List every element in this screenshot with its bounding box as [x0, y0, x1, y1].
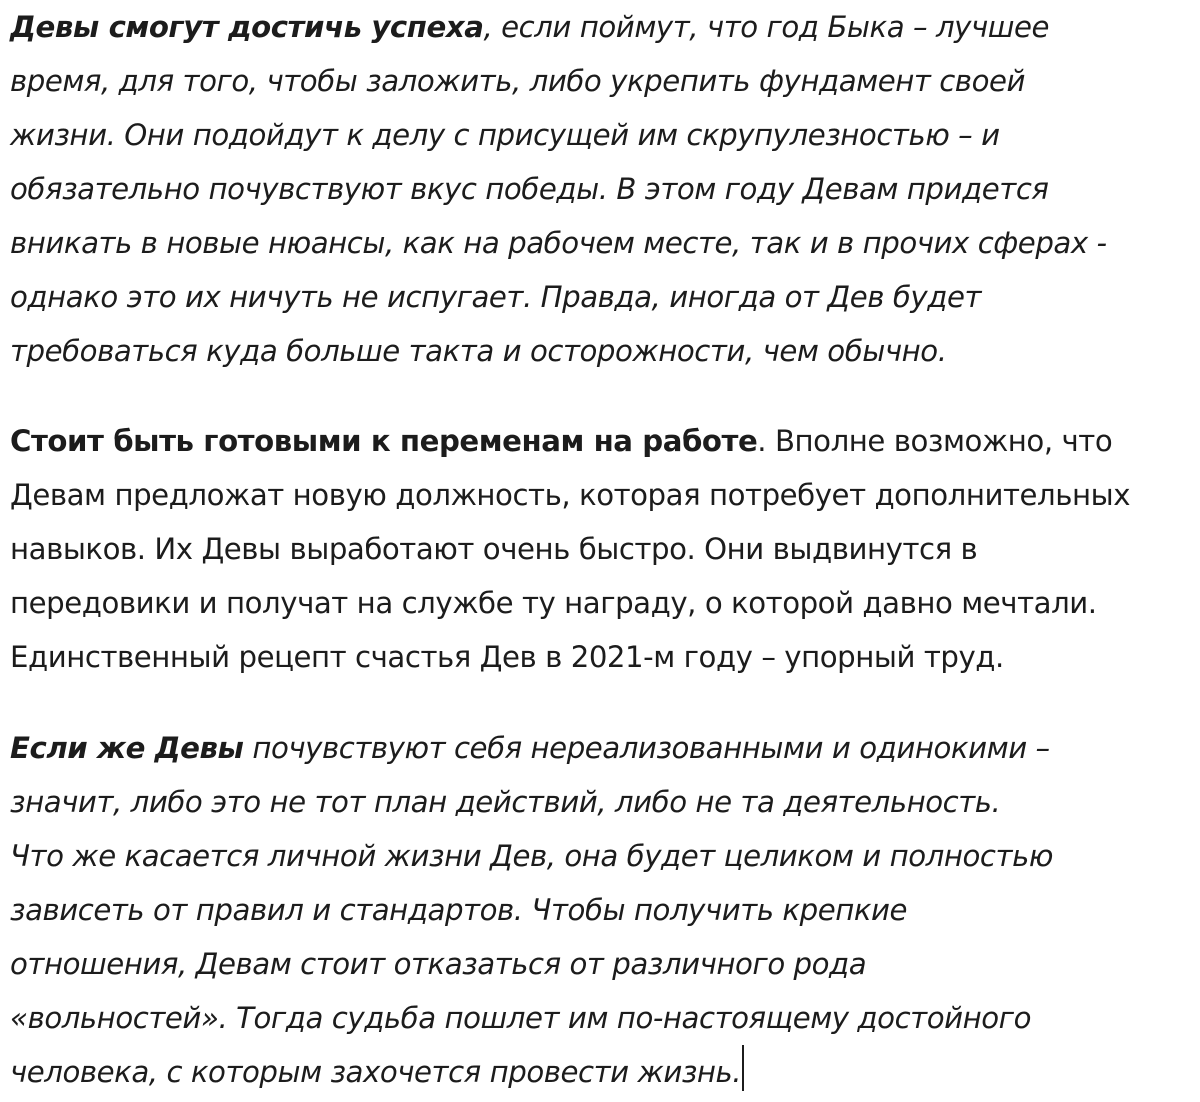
paragraph-personal-life — [10, 721, 1053, 1099]
text-line: однако это их ничуть не испугает. Правда, иногда от Дев будет — [10, 280, 982, 314]
text-line: зависеть от правил и стандартов. Чтобы получить крепкие — [10, 893, 908, 927]
paragraph-virgo-success — [10, 0, 1107, 378]
bold-lead: Стоит быть готовыми к переменам на работе — [10, 424, 758, 458]
text-line: человека, с которым захочется провести жизнь. — [10, 1045, 1053, 1099]
text-line: «вольностей». Тогда судьба пошлет им по-настоящему достойного — [10, 1001, 1031, 1035]
text-line: отношения, Девам стоит отказаться от различного рода — [10, 947, 867, 981]
bold-lead: Если же Девы — [10, 731, 244, 765]
text-line: Девам предложат новую должность, которая потребует дополнительных — [10, 478, 1131, 512]
text-line: значит, либо это не тот план действий, либо не та деятельность. — [10, 785, 1001, 819]
text-line: время, для того, чтобы заложить, либо укрепить фундамент своей — [10, 64, 1025, 98]
text-line: передовики и получат на службе ту награду, о которой давно мечтали. — [10, 586, 1097, 620]
text-line: Стоит быть готовыми к переменам на работе. Вполне возможно, что — [10, 424, 1113, 458]
text-line: Что же касается личной жизни Дев, она будет целиком и полностью — [10, 839, 1053, 873]
text-line: обязательно почувствуют вкус победы. В этом году Девам придется — [10, 172, 1049, 206]
text-line: требоваться куда больше такта и осторожности, чем обычно. — [10, 334, 947, 368]
bold-lead: Девы смогут достичь успеха — [10, 10, 484, 44]
text-line: Единственный рецепт счастья Дев в 2021-м году – упорный труд. — [10, 640, 1004, 674]
text-line: жизни. Они подойдут к делу с присущей им скрупулезностью – и — [10, 118, 1000, 152]
text-line: Девы смогут достичь успеха, если поймут, что год Быка – лучшее — [10, 10, 1050, 44]
text-line: Если же Девы почувствуют себя нереализованными и одинокими – — [10, 731, 1050, 765]
text-line: навыков. Их Девы выработают очень быстро. Они выдвинутся в — [10, 532, 978, 566]
paragraph-work-changes — [10, 414, 1130, 684]
text-line: вникать в новые нюансы, как на рабочем месте, так и в прочих сферах - — [10, 226, 1107, 260]
text-cursor — [742, 1045, 744, 1091]
